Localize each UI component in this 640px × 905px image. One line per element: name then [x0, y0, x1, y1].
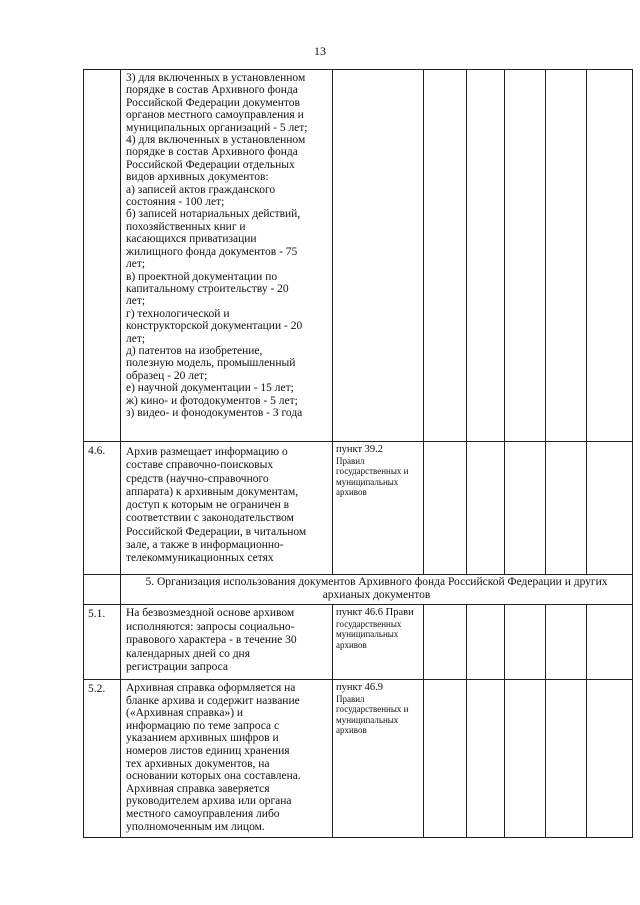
text-line: е) научной документации - 15 лет;	[126, 382, 294, 395]
text-line: порядке в состав Архивного фонда	[126, 84, 298, 97]
empty-cell	[587, 605, 633, 680]
text-line: д) патентов на изобретение,	[126, 344, 263, 357]
row-number-cell: 5.1.	[84, 605, 121, 680]
text-line: зале, а также в информационно-	[126, 539, 284, 552]
empty-cell	[424, 605, 467, 680]
text-line: регистрации запроса	[126, 661, 228, 674]
basis-cell	[333, 70, 424, 442]
text-line: указанием архивных шифров и	[126, 732, 279, 745]
empty-cell	[467, 605, 505, 680]
text-line: Архивная справка оформляется на	[126, 682, 296, 694]
text-line: бланке архива и содержит название	[126, 694, 300, 707]
row-text-cell	[121, 680, 333, 838]
basis-cell	[333, 442, 424, 575]
text-line: органов местного самоуправления и	[126, 109, 304, 122]
text-line: основании которых она составлена.	[126, 770, 301, 783]
text-line: капитальному строительству - 20	[126, 282, 289, 295]
text-line: порядке в состав Архивного фонда	[126, 146, 298, 159]
row-number-cell	[84, 70, 121, 442]
text-line: муниципальных организаций - 5 лет;	[126, 121, 308, 134]
basis-reference: пункт 46.6 Прави	[336, 607, 414, 618]
basis-line: государственных	[336, 466, 402, 476]
basis-line: архивов	[336, 639, 367, 650]
text-line: б) записей нотариальных действий,	[126, 208, 301, 221]
text-line: г) технологической и	[126, 307, 230, 320]
text-line: аппарата) к архивным документам,	[126, 485, 299, 498]
text-line: составе справочно-поисковых	[126, 459, 274, 472]
text-line: 3) для включенных в установленном	[126, 72, 306, 84]
empty-cell	[546, 442, 587, 575]
text-line: средств (научно-справочного	[126, 472, 269, 485]
text-line: лет;	[126, 295, 146, 308]
table-row	[84, 605, 633, 680]
basis-reference: пункт 39.2	[336, 444, 384, 455]
text-line: телекоммуникационных сетях	[126, 552, 274, 565]
row-text-cell	[121, 442, 333, 575]
continuation-text-cell	[121, 70, 333, 442]
empty-cell	[424, 680, 467, 838]
table-row	[84, 442, 633, 575]
text-line: тех архивных документов, на	[126, 757, 270, 770]
basis-cell	[333, 605, 424, 680]
empty-cell	[505, 442, 546, 575]
empty-cell	[505, 605, 546, 680]
basis-line: архивов	[336, 487, 367, 497]
section-heading-line: и других архианых документов	[322, 576, 608, 601]
basis-line: государственных	[336, 704, 402, 714]
table-row	[84, 70, 633, 442]
text-line: («Архивная справка») и	[126, 707, 244, 720]
text-line: Российской Федерации отдельных	[126, 158, 295, 171]
text-line: образец - 20 лет;	[126, 369, 208, 382]
empty-cell	[546, 680, 587, 838]
text-line: з) видео- и фонодокументов - 3 года	[126, 406, 303, 419]
section-heading-line: 5. Организация использования документов Архивного фонда Российской Федерации	[145, 576, 562, 588]
text-line: информацию по теме запроса с	[126, 719, 280, 732]
basis-line: государственных	[336, 618, 402, 629]
section-heading-row	[84, 575, 633, 605]
text-line: а) записей актов гражданского	[126, 183, 276, 196]
empty-cell	[587, 442, 633, 575]
empty-cell	[546, 70, 587, 442]
regulation-table	[83, 69, 633, 838]
text-line: правового характера - в течение 30	[126, 634, 297, 647]
text-line: Архивная справка заверяется	[126, 782, 270, 795]
text-line: похозяйственных книг и	[126, 220, 246, 233]
text-line: лет;	[126, 332, 146, 345]
text-line: в) проектной документации по	[126, 270, 278, 283]
table-row	[84, 680, 633, 838]
empty-cell	[424, 442, 467, 575]
text-line: полезную модель, промышленный	[126, 357, 296, 370]
row-text-cell	[121, 605, 333, 680]
text-line: местного самоуправления либо	[126, 807, 280, 820]
basis-line: и муниципальных	[336, 466, 409, 487]
text-line: лет;	[126, 258, 146, 271]
empty-cell	[467, 70, 505, 442]
basis-cell	[333, 680, 424, 838]
basis-line: Правил	[336, 693, 365, 704]
text-line: Российской Федерации документов	[126, 96, 300, 109]
text-line: календарных дней со дня	[126, 647, 250, 660]
empty-cell	[587, 680, 633, 838]
empty-cell	[424, 70, 467, 442]
text-line: состояния - 100 лет;	[126, 196, 225, 209]
text-line: Архив размещает информацию о	[126, 446, 288, 458]
text-line: соответствии с законодательством	[126, 512, 294, 525]
text-line: жилищного фонда документов - 75	[126, 245, 298, 258]
text-line: уполномоченным им лицом.	[126, 820, 265, 833]
text-line: номеров листов единиц хранения	[126, 744, 290, 757]
basis-line: Правил	[336, 455, 365, 466]
text-line: Российской Федерации, в читальном	[126, 525, 307, 538]
text-line: На безвозмездной основе архивом	[126, 607, 295, 619]
empty-cell	[546, 605, 587, 680]
empty-cell	[505, 70, 546, 442]
text-line: ж) кино- и фотодокументов - 5 лет;	[126, 394, 298, 407]
text-line: исполняются: запросы социально-	[126, 620, 295, 633]
basis-line: муниципальных	[336, 629, 399, 639]
text-line: видов архивных документов:	[126, 171, 269, 184]
basis-line: архивов	[336, 725, 367, 735]
basis-line: и муниципальных	[336, 704, 409, 725]
text-line: доступ к которым не ограничен в	[126, 499, 290, 512]
text-line: конструкторской документации - 20	[126, 320, 303, 333]
empty-cell	[467, 680, 505, 838]
row-number-cell: 5.2.	[84, 680, 121, 838]
basis-reference: пункт 46.9	[336, 682, 384, 693]
text-line: касающихся приватизации	[126, 233, 257, 246]
empty-cell	[587, 70, 633, 442]
empty-cell	[84, 575, 121, 605]
empty-cell	[467, 442, 505, 575]
text-line: 4) для включенных в установленном	[126, 134, 306, 147]
row-number-cell: 4.6.	[84, 442, 121, 575]
page-number: 13	[314, 44, 326, 58]
section-heading	[121, 575, 633, 605]
text-line: руководителем архива или органа	[126, 795, 292, 808]
empty-cell	[505, 680, 546, 838]
